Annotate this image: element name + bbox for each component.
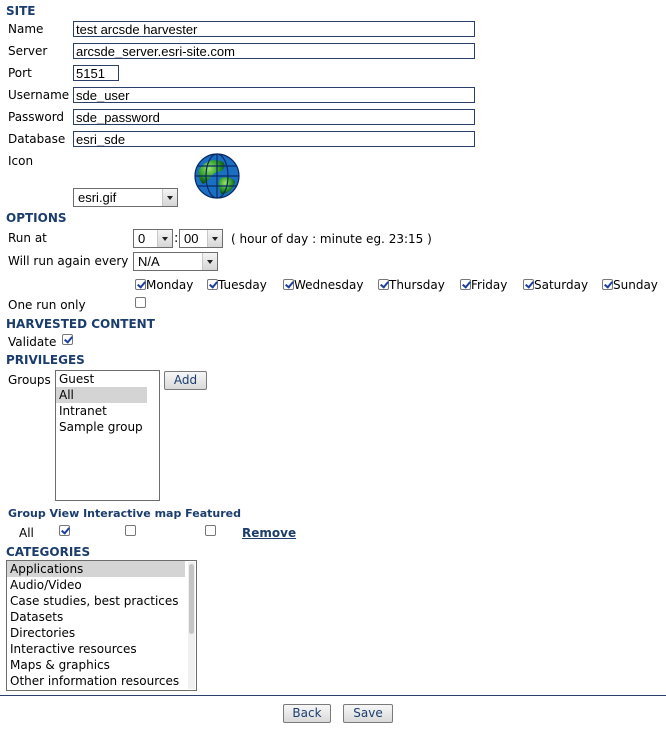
chevron-down-icon: [207, 230, 222, 247]
harvested-heading: HARVESTED CONTENT: [6, 317, 155, 331]
category-item[interactable]: Maps & graphics: [10, 658, 110, 672]
friday-checkbox[interactable]: [460, 279, 471, 290]
run-again-value: N/A: [138, 254, 160, 269]
minute-value: 00: [184, 231, 199, 246]
tuesday-label: Tuesday: [218, 278, 267, 292]
group-item-guest[interactable]: Guest: [59, 372, 95, 386]
sunday-checkbox[interactable]: [602, 279, 613, 290]
category-item[interactable]: Interactive resources: [10, 642, 137, 656]
friday-label: Friday: [471, 278, 508, 292]
interactive-map-checkbox[interactable]: [125, 525, 136, 536]
remove-link[interactable]: Remove: [242, 526, 297, 540]
database-input[interactable]: esri_sde: [73, 131, 475, 147]
password-input[interactable]: sde_password: [73, 109, 475, 125]
validate-label: Validate: [8, 335, 57, 349]
name-input[interactable]: test arcsde harvester: [73, 21, 475, 37]
time-separator: :: [174, 231, 179, 246]
group-item-sample-group[interactable]: Sample group: [59, 420, 143, 434]
saturday-checkbox[interactable]: [523, 279, 534, 290]
group-item-intranet[interactable]: Intranet: [59, 404, 107, 418]
category-item[interactable]: Audio/Video: [10, 578, 82, 592]
minute-select[interactable]: [179, 229, 223, 248]
time-hint: ( hour of day : minute eg. 23:15 ): [231, 232, 432, 246]
name-label: Name: [8, 22, 44, 36]
categories-heading: CATEGORIES: [6, 545, 91, 559]
add-group-button[interactable]: Add: [164, 371, 207, 390]
save-button[interactable]: Save: [343, 704, 393, 723]
port-input[interactable]: 5151: [73, 65, 119, 81]
wednesday-checkbox[interactable]: [283, 279, 294, 290]
icon-select-value: esri.gif: [78, 190, 117, 205]
footer-divider: [0, 695, 666, 696]
validate-checkbox[interactable]: [62, 334, 73, 345]
privilege-row-group: All: [19, 526, 34, 540]
port-label: Port: [8, 66, 32, 80]
groups-listbox[interactable]: [55, 370, 160, 501]
group-item-all[interactable]: All: [56, 387, 147, 403]
password-label: Password: [8, 110, 65, 124]
category-item[interactable]: Directories: [10, 626, 76, 640]
saturday-label: Saturday: [534, 278, 589, 292]
categories-listbox[interactable]: [6, 560, 197, 691]
database-label: Database: [8, 132, 66, 146]
monday-checkbox[interactable]: [135, 279, 146, 290]
site-heading: SITE: [6, 4, 36, 18]
one-run-label: One run only: [8, 298, 86, 312]
username-label: Username: [8, 88, 70, 102]
category-item[interactable]: Applications: [7, 561, 185, 577]
sunday-label: Sunday: [613, 278, 658, 292]
thursday-checkbox[interactable]: [378, 279, 389, 290]
privileges-table-header: Group View Interactive map Featured: [8, 507, 241, 520]
server-input[interactable]: arcsde_server.esri-site.com: [73, 43, 475, 59]
wednesday-label: Wednesday: [294, 278, 364, 292]
icon-select[interactable]: [73, 188, 178, 207]
chevron-down-icon: [162, 189, 177, 206]
category-item[interactable]: Datasets: [10, 610, 64, 624]
username-input[interactable]: sde_user: [73, 87, 475, 103]
run-again-label: Will run again every: [8, 254, 129, 268]
server-label: Server: [8, 44, 48, 58]
categories-scrollbar[interactable]: [188, 562, 195, 689]
one-run-checkbox[interactable]: [135, 297, 146, 308]
run-at-label: Run at: [8, 231, 47, 245]
globe-icon: [193, 152, 241, 200]
scrollbar-thumb[interactable]: [189, 564, 194, 634]
monday-label: Monday: [146, 278, 194, 292]
icon-label: Icon: [8, 154, 34, 168]
featured-checkbox[interactable]: [205, 525, 216, 536]
hour-value: 0: [138, 231, 146, 246]
options-heading: OPTIONS: [6, 211, 67, 225]
category-item[interactable]: Other information resources: [10, 674, 180, 688]
chevron-down-icon: [157, 230, 172, 247]
run-again-select[interactable]: [133, 252, 218, 271]
privileges-heading: PRIVILEGES: [6, 353, 85, 367]
thursday-label: Thursday: [389, 278, 445, 292]
chevron-down-icon: [202, 253, 217, 270]
view-checkbox[interactable]: [59, 525, 70, 536]
category-item[interactable]: Case studies, best practices: [10, 594, 179, 608]
back-button[interactable]: Back: [283, 704, 331, 723]
tuesday-checkbox[interactable]: [207, 279, 218, 290]
groups-label: Groups: [8, 373, 51, 387]
hour-select[interactable]: [133, 229, 173, 248]
